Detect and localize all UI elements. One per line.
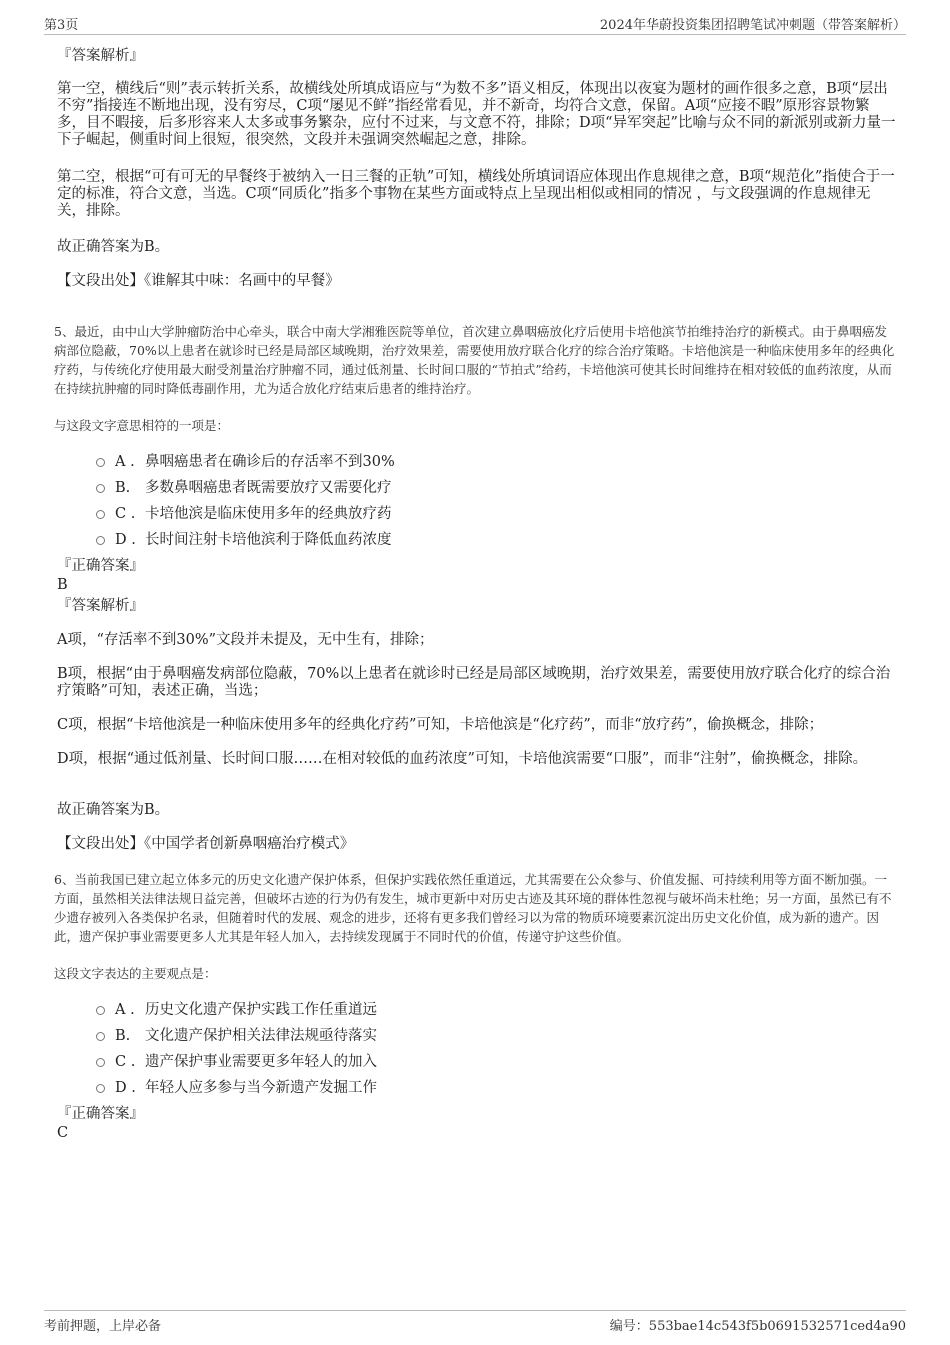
radio-icon[interactable] bbox=[96, 1084, 105, 1093]
q5-conclusion: 故正确答案为B。 bbox=[57, 802, 170, 818]
radio-icon[interactable] bbox=[96, 536, 105, 545]
document-title: 2024年华蔚投资集团招聘笔试冲刺题（带答案解析） bbox=[599, 18, 906, 33]
radio-icon[interactable] bbox=[96, 510, 105, 519]
q5-option-d[interactable]: D . 长时间注射卡培他滨利于降低血药浓度 bbox=[96, 531, 392, 549]
radio-icon[interactable] bbox=[96, 1058, 105, 1067]
q4-conclusion: 故正确答案为B。 bbox=[57, 239, 170, 255]
q5-source: 【文段出处】《中国学者创新鼻咽癌治疗模式》 bbox=[57, 836, 355, 852]
page-footer bbox=[44, 1310, 906, 1333]
q5-option-a[interactable]: A . 鼻咽癌患者在确诊后的存活率不到30% bbox=[96, 453, 395, 471]
q5-answer: B bbox=[57, 577, 68, 593]
q5-option-b[interactable]: B. 多数鼻咽癌患者既需要放疗又需要化疗 bbox=[96, 479, 392, 497]
q5-analysis-d: D项，根据“通过低剂量、长时间口服……在相对较低的血药浓度”可知，卡培他滨需要“口服”，而非“注射”，偷换概念，排除。 bbox=[57, 751, 868, 767]
page-number: 第3页 bbox=[44, 18, 79, 33]
radio-icon[interactable] bbox=[96, 458, 105, 467]
document-id: 编号：553bae14c543f5b0691532571ced4a90 bbox=[609, 1319, 906, 1334]
q5-stem: 5、最近，由中山大学肿瘤防治中心牵头，联合中南大学湘雅医院等单位，首次建立鼻咽癌放化疗后使用卡培他滨节拍维持治疗的新模式。由于鼻咽癌发病部位隐蔽，70%以上患者在就诊时已经是局部区域晚期，治疗效果差，需要使用放疗联合化疗的综合治疗策略。卡培他滨是一种临床使用多年的经典化疗药，与传统化疗使用最大耐受剂量治疗肿瘤不同，通过低剂量、长时间口服的“节拍式”给药，卡培他滨可使其长时间维持在相对较低的血药浓度，从而在持续抗肿瘤的同时降低毒副作用，尤为适合放化疗结束后患者的维持治疗。 bbox=[54, 324, 895, 396]
q6-option-d[interactable]: D . 年轻人应多参与当今新遗产发掘工作 bbox=[96, 1079, 377, 1097]
footer-slogan: 考前押题，上岸必备 bbox=[44, 1319, 162, 1334]
page-header bbox=[44, 14, 906, 35]
q6-answer: C bbox=[57, 1125, 69, 1141]
q5-option-c[interactable]: C . 卡培他滨是临床使用多年的经典放疗药 bbox=[96, 505, 392, 523]
radio-icon[interactable] bbox=[96, 484, 105, 493]
q5-question: 与这段文字意思相符的一项是： bbox=[54, 418, 230, 433]
q5-answer-label: 『正确答案』 bbox=[57, 558, 144, 574]
q6-stem: 6、当前我国已建立起立体多元的历史文化遗产保护体系，但保护实践依然任重道远，尤其需要在公众参与、价值发掘、可持续利用等方面不断加强。一方面，虽然相关法律法规日益完善，但破坏古迹的行为仍有发生，城市更新中对历史古迹及其环境的群体性忽视与破坏尚未杜绝；另一方面，虽然已有不少遗存被列入各类保护名录，但随着时代的发展、观念的进步，还将有更多我们曾经习以为常的物质环境要素沉淀出历史文化价值，成为新的遗产。因此，遗产保护事业需要更多人尤其是年轻人加入，去持续发现属于不同时代的价值，传递守护这些价值。 bbox=[54, 872, 892, 944]
q6-option-c[interactable]: C . 遗产保护事业需要更多年轻人的加入 bbox=[96, 1053, 377, 1071]
q6-answer-label: 『正确答案』 bbox=[57, 1106, 144, 1122]
radio-icon[interactable] bbox=[96, 1006, 105, 1015]
q4-analysis-para2: 第二空，根据“可有可无的早餐终于被纳入一日三餐的正轨”可知，横线处所填词语应体现出作息规律之意，B项“规范化”指使合于一定的标准，符合文意，当选。C项“同质化”指多个事物在某些方面或特点上呈现出相似或相同的情况 ，与文段强调的作息规律无关，排除。 bbox=[57, 169, 895, 219]
q4-source: 【文段出处】《谁解其中味：名画中的早餐》 bbox=[57, 273, 340, 289]
q5-analysis-a: A项，“存活率不到30%”文段并未提及，无中生有，排除； bbox=[57, 632, 434, 648]
q4-analysis-label: 『答案解析』 bbox=[57, 48, 144, 64]
q6-option-b[interactable]: B. 文化遗产保护相关法律法规亟待落实 bbox=[96, 1027, 377, 1045]
q6-question: 这段文字表达的主要观点是： bbox=[54, 966, 217, 981]
q5-analysis-label: 『答案解析』 bbox=[57, 598, 144, 614]
radio-icon[interactable] bbox=[96, 1032, 105, 1041]
q4-analysis-para1: 第一空，横线后“则”表示转折关系，故横线处所填成语应与“为数不多”语义相反，体现出以夜宴为题材的画作很多之意，B项“层出不穷”指接连不断地出现，没有穷尽，C项“屡见不鲜”指经常看见，并不新奇，均符合文意，保留。A项“应接不暇”原形容景物繁多，目不暇接，后多形容来人太多或事务繁杂，应付不过来，与文意不符，排除；D项“异军突起”比喻与众不同的新派别或新力量一下子崛起，侧重时间上很短，很突然，文段并未强调突然崛起之意，排除。 bbox=[57, 81, 896, 148]
q5-analysis-b: B项，根据“由于鼻咽癌发病部位隐蔽，70%以上患者在就诊时已经是局部区域晚期，治疗效果差，需要使用放疗联合化疗的综合治疗策略”可知，表述正确，当选； bbox=[57, 666, 891, 699]
q6-option-a[interactable]: A . 历史文化遗产保护实践工作任重道远 bbox=[96, 1001, 377, 1019]
q5-analysis-c: C项，根据“卡培他滨是一种临床使用多年的经典化疗药”可知，卡培他滨是“化疗药”，而非“放疗药”，偷换概念，排除； bbox=[57, 717, 824, 733]
